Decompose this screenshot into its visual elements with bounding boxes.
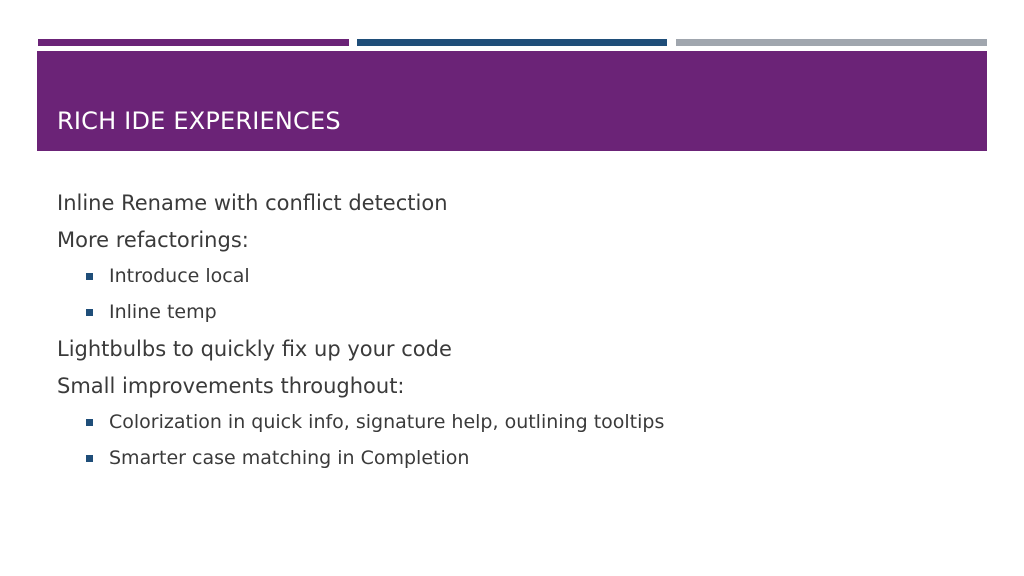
accent-bar-gray xyxy=(676,39,987,46)
accent-bar-purple xyxy=(38,39,349,46)
bullet-line-1: Inline Rename with conflict detection xyxy=(57,191,448,215)
bullet-line-4: Small improvements throughout: xyxy=(57,374,405,398)
bullet-line-3: Lightbulbs to quickly fix up your code xyxy=(57,337,452,361)
bullet-line-2: More refactorings: xyxy=(57,228,249,252)
slide-body xyxy=(57,190,977,482)
sub-bullet-text: Smarter case matching in Completion xyxy=(109,447,470,469)
square-bullet-icon xyxy=(86,455,93,462)
square-bullet-icon xyxy=(86,419,93,426)
square-bullet-icon xyxy=(86,309,93,316)
title-band xyxy=(37,51,987,151)
square-bullet-icon xyxy=(86,273,93,280)
sub-bullet-line-4 xyxy=(57,446,977,482)
sub-bullet-line-2 xyxy=(57,300,977,336)
sub-bullet-text: Colorization in quick info, signature help, outlining tooltips xyxy=(109,411,665,433)
sub-bullet-text: Introduce local xyxy=(109,265,250,287)
slide-title: RICH IDE EXPERIENCES xyxy=(57,107,341,135)
sub-bullet-line-3 xyxy=(57,410,977,446)
accent-bar-navy xyxy=(357,39,667,46)
sub-bullet-line-1 xyxy=(57,264,977,300)
sub-bullet-text: Inline temp xyxy=(109,301,217,323)
